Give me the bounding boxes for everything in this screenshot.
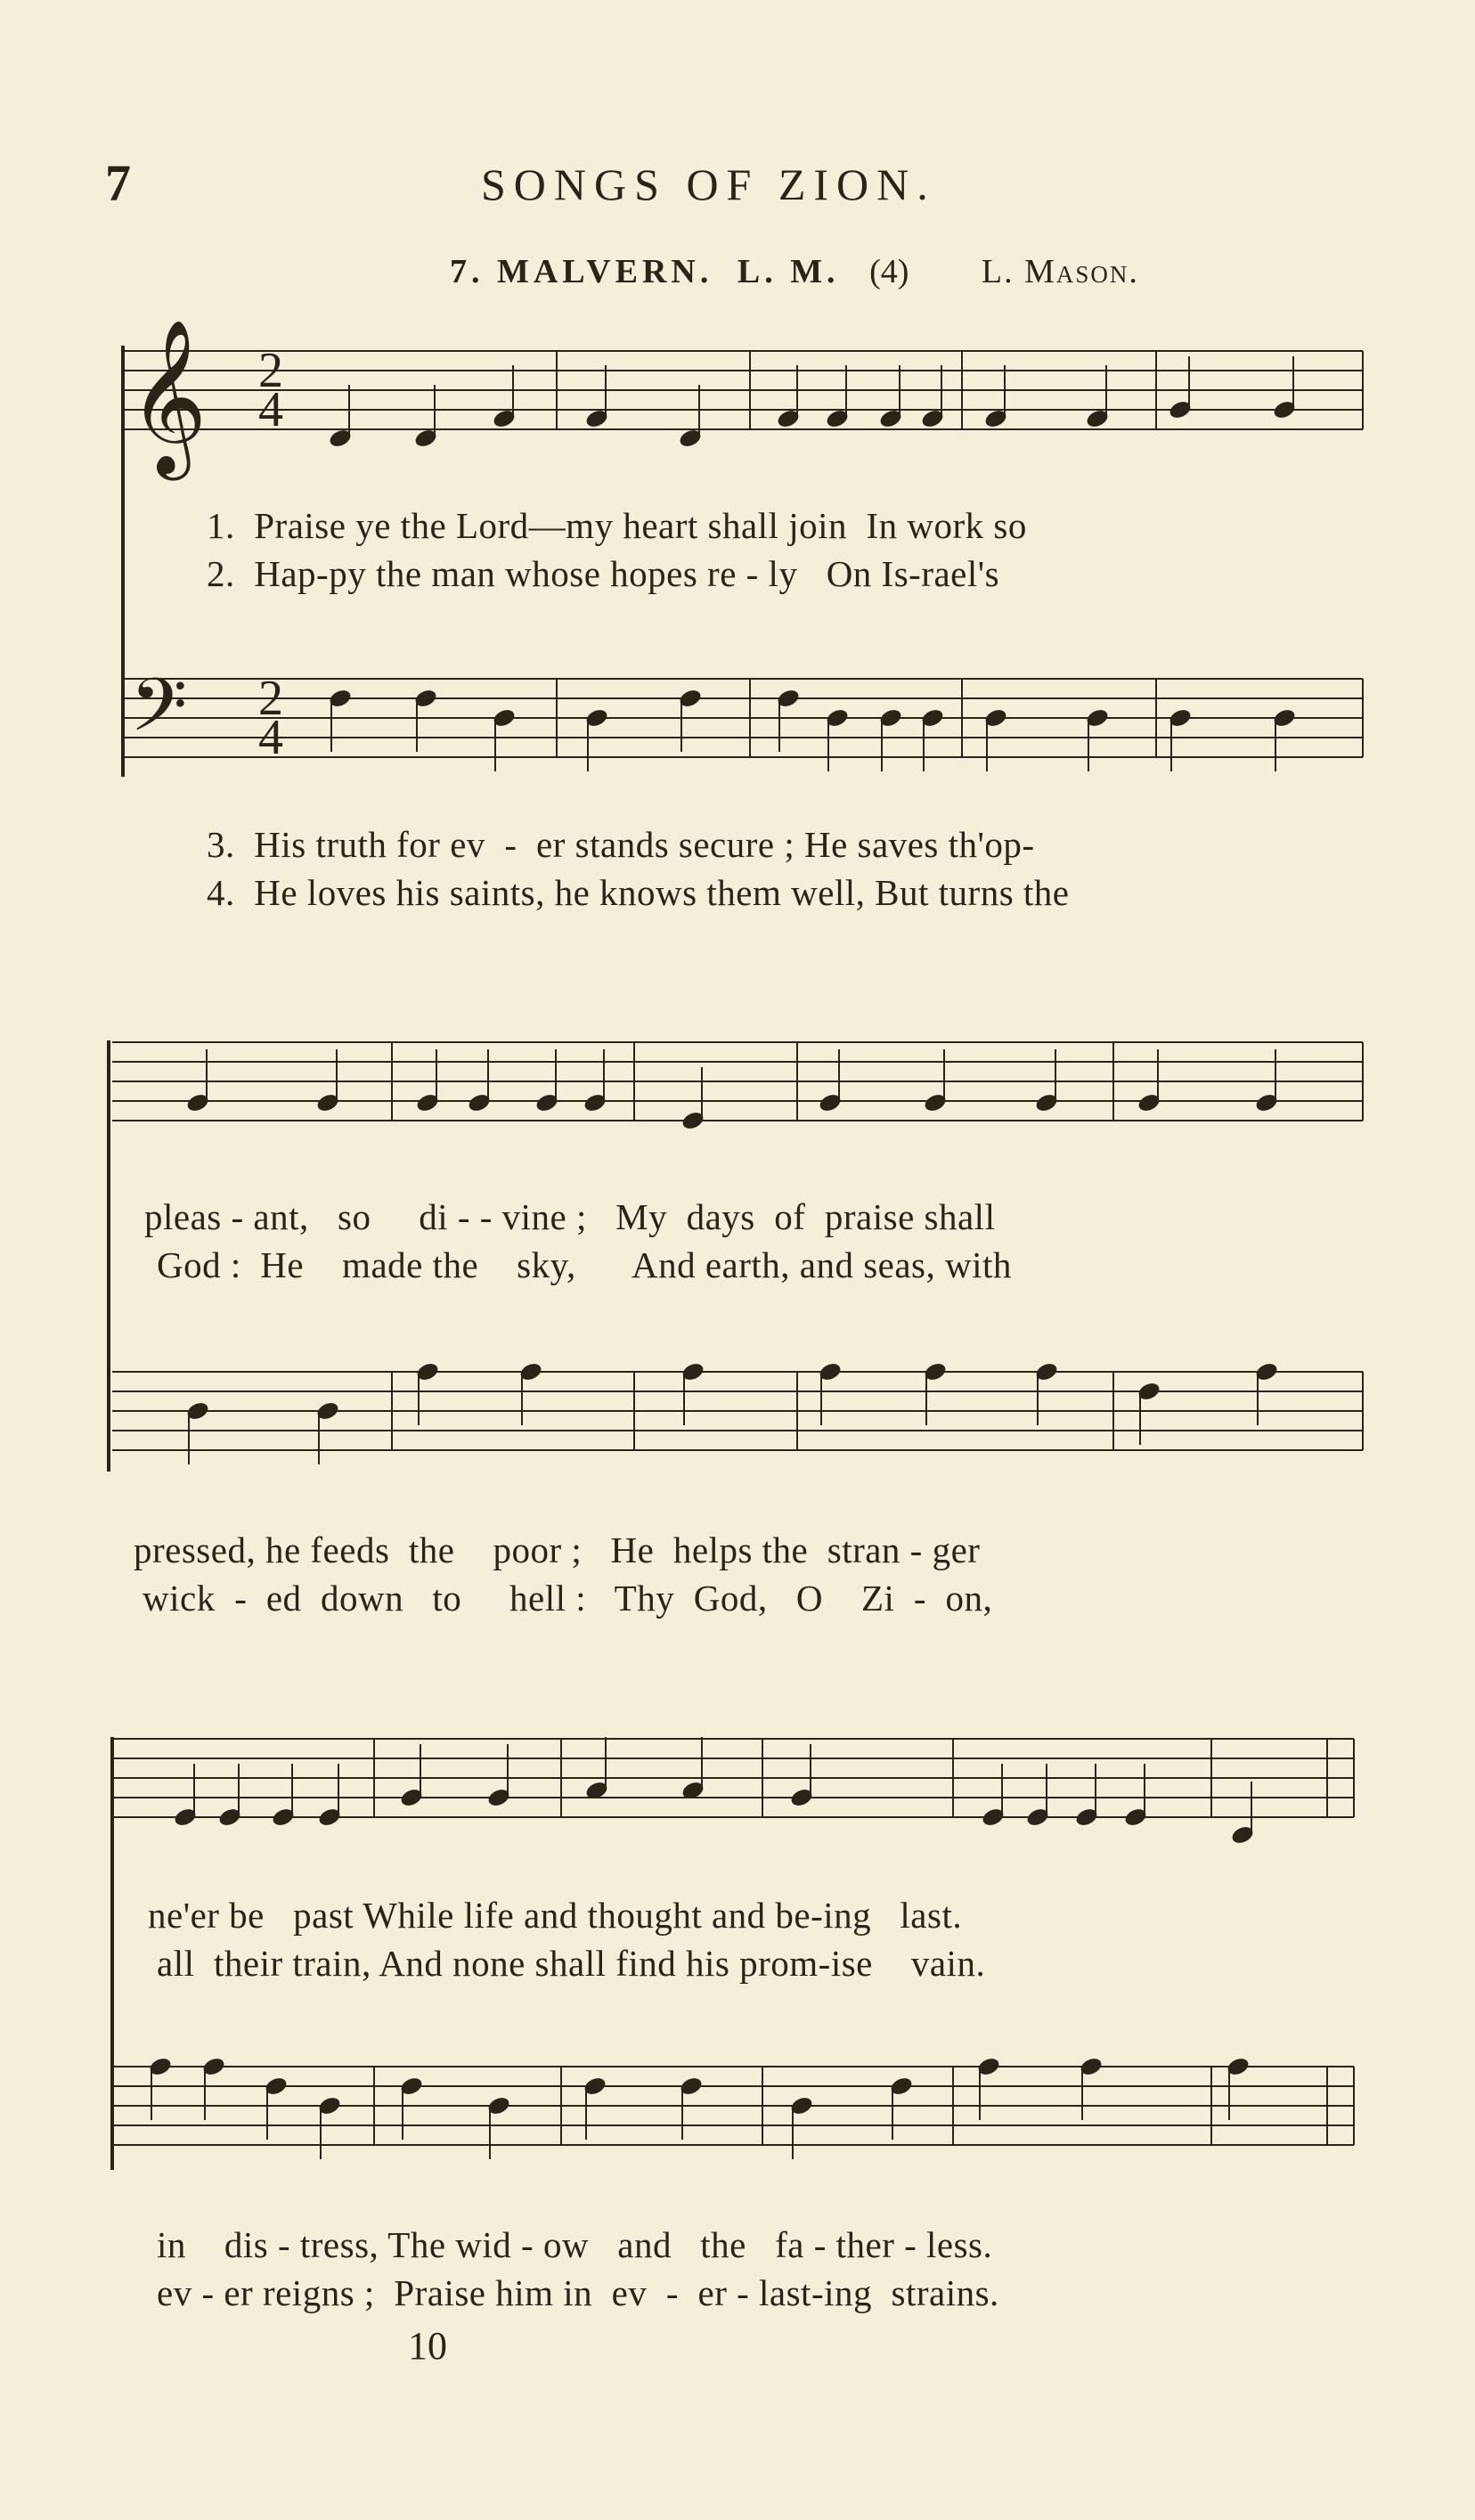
lyric-line: 1. Praise ye the Lord—my heart shall join In work so <box>207 505 1027 546</box>
lyric-line: pleas - ant, so di - - vine ; My days of praise shall <box>144 1196 996 1237</box>
lyric-line: 2. Hap-py the man whose hopes re - ly On Is-rael's <box>207 553 1000 594</box>
lyric-line: all their train, And none shall find his prom-ise vain. <box>157 1943 986 1984</box>
lyric-line: ev - er reigns ; Praise him in ev - er - last-ing strains. <box>157 2272 999 2313</box>
tune-composer: L. Mason. <box>981 253 1139 290</box>
lyric-line: in dis - tress, The wid - ow and the fa - ther - less. <box>157 2224 993 2265</box>
lyric-line: ne'er be past While life and thought and be-ing last. <box>148 1895 963 1936</box>
time-signature-bottom: 4 <box>258 710 283 765</box>
time-signature-top: 2 <box>258 343 283 398</box>
bass-clef: 𝄢 <box>130 662 188 766</box>
tune-name: 7. MALVERN. <box>450 253 713 290</box>
lyric-line: 4. He loves his saints, he knows them well, But turns the <box>207 872 1070 913</box>
time-signature-bottom: 4 <box>258 382 283 437</box>
tune-count: (4) <box>869 253 909 290</box>
tune-meter: L. M. <box>737 253 840 290</box>
lyric-line: wick - ed down to hell : Thy God, O Zi - on, <box>143 1578 993 1619</box>
time-signature-top: 2 <box>258 671 283 726</box>
lyric-line: pressed, he feeds the poor ; He helps the stran - ger <box>134 1529 981 1570</box>
page-number: 10 <box>408 2324 447 2368</box>
lyric-line: 3. His truth for ev - er stands secure ; He saves th'op- <box>207 824 1035 865</box>
book-title: SONGS OF ZION. <box>481 159 936 209</box>
lyric-line: God : He made the sky, And earth, and seas, with <box>157 1244 1012 1285</box>
treble-clef: 𝄞 <box>128 319 208 474</box>
page-marker: 7 <box>105 154 133 212</box>
